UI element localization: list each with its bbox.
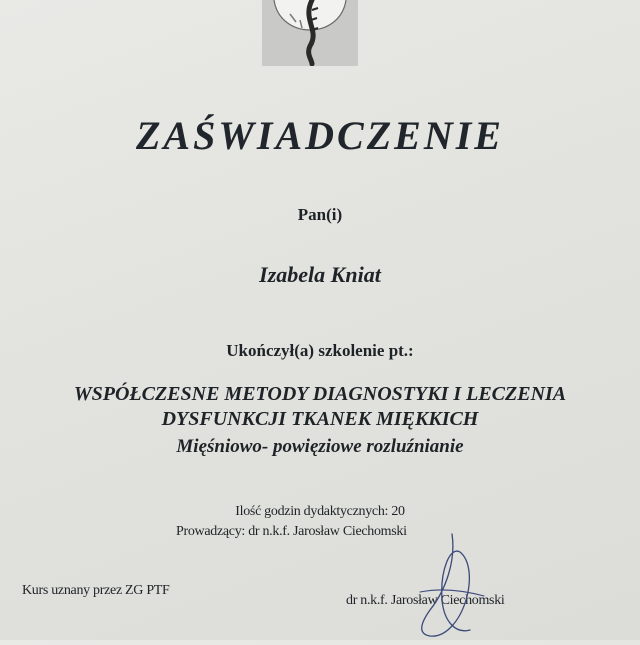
- course-title-line1: WSPÓŁCZESNE METODY DIAGNOSTYKI I LECZENIA: [73, 383, 567, 405]
- signatory-name: dr n.k.f. Jarosław Ciechomski: [346, 593, 505, 608]
- completed-label: Ukończył(a) szkolenie pt.:: [226, 341, 414, 360]
- salutation: Pan(i): [297, 205, 343, 224]
- course-title-line2: DYSFUNKCJI TKANEK MIĘKKICH: [161, 408, 479, 430]
- course-title: [0, 382, 640, 432]
- instructor: Prowadzący: dr n.k.f. Jarosław Ciechomski: [176, 524, 407, 539]
- teaching-hours: Ilość godzin dydaktycznych: 20: [235, 504, 405, 519]
- certificate-title: ZAŚWIADCZENIE: [136, 113, 504, 158]
- course-subtitle: Mięśniowo- powięziowe rozluźnianie: [176, 436, 464, 457]
- spine-emblem-icon: [262, 0, 358, 66]
- handwritten-signature-icon: [400, 530, 490, 640]
- accreditation-note: Kurs uznany przez ZG PTF: [22, 583, 170, 598]
- recipient-name: Izabela Kniat: [259, 262, 381, 287]
